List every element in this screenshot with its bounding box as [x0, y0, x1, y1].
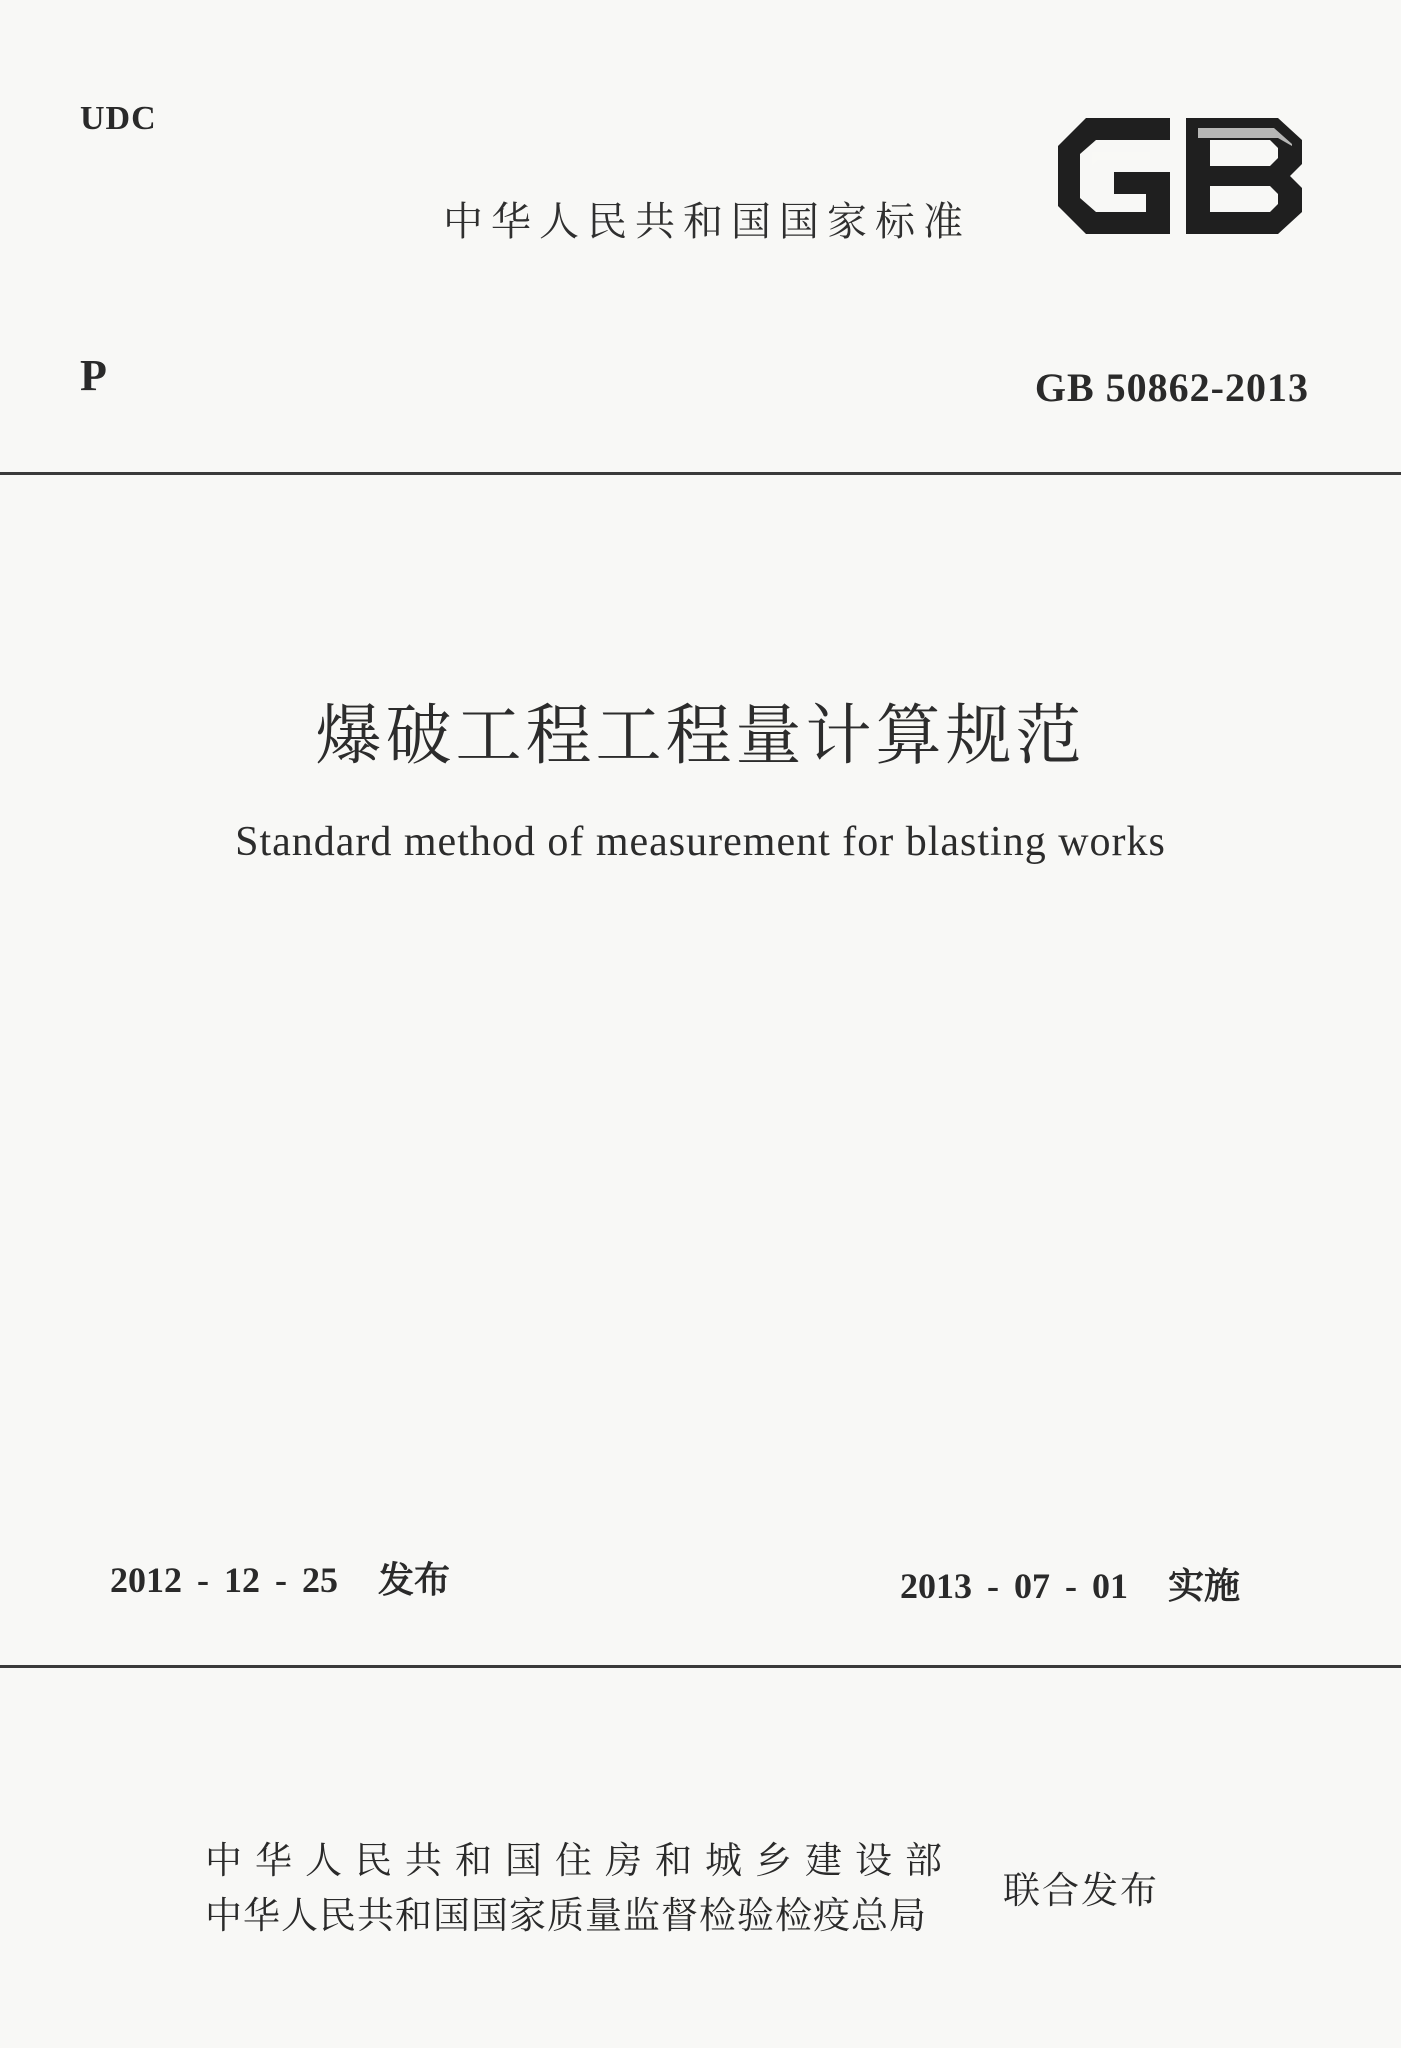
national-standard-heading: 中华人民共和国国家标准: [443, 199, 971, 245]
issue-date-line: [110, 1552, 450, 1603]
standard-number: GB 50862-2013: [1034, 365, 1309, 410]
implementation-date-line: [900, 1558, 1240, 1609]
implementation-label: 实施: [1167, 1566, 1240, 1607]
title-english: Standard method of measurement for blasting works: [235, 819, 1166, 865]
title-chinese: 爆破工程工程量计算规范: [315, 697, 1086, 774]
udc-label: UDC: [80, 100, 157, 137]
implementation-date: 2013 - 07 - 01: [900, 1566, 1128, 1606]
issue-label: 发布: [377, 1560, 450, 1601]
top-divider: [0, 472, 1401, 475]
issuer-ministry-housing: 中华人民共和国住房和城乡建设部: [205, 1839, 955, 1882]
issue-date: 2012 - 12 - 25: [110, 1560, 338, 1600]
issuer-quality-supervision: 中华人民共和国国家质量监督检验检疫总局: [205, 1894, 927, 1937]
gb-logo-icon: [1052, 112, 1314, 240]
bottom-divider: [0, 1665, 1401, 1668]
joint-issue-label: 联合发布: [1003, 1869, 1159, 1912]
classification-code: P: [80, 351, 107, 400]
